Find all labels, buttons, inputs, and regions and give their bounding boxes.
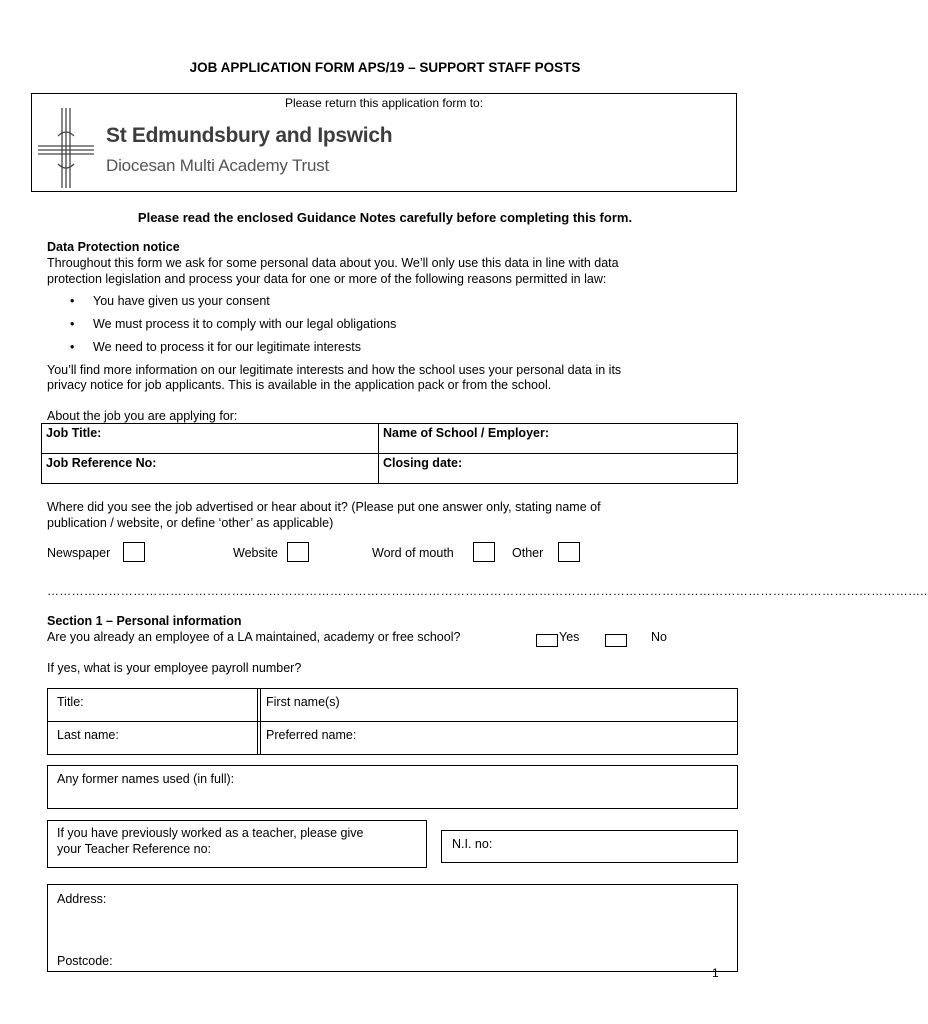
title-field[interactable]: Title: bbox=[57, 695, 84, 709]
bullet-item: • We must process it to comply with our legal obligations bbox=[70, 317, 397, 331]
employee-yes-label: Yes bbox=[559, 630, 580, 644]
option-other-label: Other bbox=[512, 546, 544, 560]
guidance-notice: Please read the enclosed Guidance Notes carefully before completing this form. bbox=[137, 210, 633, 225]
data-protection-text-line2: protection legislation and process your data for one or more of the following reasons permitted in law: bbox=[47, 272, 607, 286]
firstname-preferred-box bbox=[257, 688, 738, 755]
return-instruction: Please return this application form to: bbox=[284, 96, 484, 110]
trust-logo-subtitle: Diocesan Multi Academy Trust bbox=[106, 156, 330, 175]
postcode-label: Postcode: bbox=[57, 954, 113, 968]
section1-heading: Section 1 – Personal information bbox=[47, 614, 242, 628]
advert-question-line2: publication / website, or define ‘other’ as applicable) bbox=[47, 516, 334, 530]
job-details-table bbox=[41, 423, 738, 484]
word-of-mouth-checkbox[interactable] bbox=[473, 542, 495, 562]
first-name-field[interactable]: First name(s) bbox=[266, 695, 340, 709]
page-number: 1 bbox=[712, 966, 719, 980]
closing-date-field[interactable]: Closing date: bbox=[379, 454, 738, 484]
job-title-field[interactable]: Job Title: bbox=[42, 424, 379, 454]
employee-no-checkbox[interactable] bbox=[605, 634, 627, 647]
employee-question: Are you already an employee of a LA maintained, academy or free school? bbox=[47, 630, 461, 644]
teacher-reference-label-line2: your Teacher Reference no: bbox=[57, 842, 212, 856]
trust-logo-cross-icon bbox=[36, 106, 96, 190]
website-checkbox[interactable] bbox=[287, 542, 309, 562]
return-address-box bbox=[31, 93, 737, 192]
other-details-line[interactable]: …………………………………………………………………………………………………………………………………………………………………………………………….. bbox=[47, 584, 928, 598]
job-reference-field[interactable]: Job Reference No: bbox=[42, 454, 379, 484]
privacy-text-line2: privacy notice for job applicants. This is available in the application pack or from the school. bbox=[47, 378, 552, 392]
teacher-reference-label-line1: If you have previously worked as a teacher, please give bbox=[57, 826, 364, 840]
option-website-label: Website bbox=[233, 546, 278, 560]
form-title: JOB APPLICATION FORM APS/19 – SUPPORT STAFF POSTS bbox=[189, 60, 581, 75]
option-newspaper-label: Newspaper bbox=[47, 546, 111, 560]
payroll-question: If yes, what is your employee payroll number? bbox=[47, 661, 302, 675]
former-names-field[interactable] bbox=[47, 765, 738, 809]
privacy-text-line1: You’ll find more information on our legitimate interests and how the school uses your personal data in its bbox=[47, 363, 622, 377]
ni-number-label: N.I. no: bbox=[452, 837, 493, 851]
title-lastname-box bbox=[47, 688, 261, 755]
preferred-name-field[interactable]: Preferred name: bbox=[266, 728, 357, 742]
bullet-item: • You have given us your consent bbox=[70, 294, 270, 308]
bullet-item: • We need to process it for our legitimate interests bbox=[70, 340, 361, 354]
other-checkbox[interactable] bbox=[558, 542, 580, 562]
job-intro: About the job you are applying for: bbox=[47, 409, 238, 423]
last-name-field[interactable]: Last name: bbox=[57, 728, 119, 742]
employee-yes-checkbox[interactable] bbox=[536, 634, 558, 647]
teacher-reference-field[interactable] bbox=[47, 820, 427, 868]
trust-logo-name: St Edmundsbury and Ipswich bbox=[106, 124, 393, 147]
ni-number-field[interactable] bbox=[441, 830, 738, 863]
newspaper-checkbox[interactable] bbox=[123, 542, 145, 562]
school-employer-field[interactable]: Name of School / Employer: bbox=[379, 424, 738, 454]
former-names-label: Any former names used (in full): bbox=[57, 772, 235, 786]
advert-question-line1: Where did you see the job advertised or hear about it? (Please put one answer only, stating name of bbox=[47, 500, 601, 514]
employee-no-label: No bbox=[651, 630, 667, 644]
option-word-of-mouth-label: Word of mouth bbox=[372, 546, 454, 560]
address-field[interactable] bbox=[47, 884, 738, 972]
address-label: Address: bbox=[57, 892, 107, 906]
data-protection-text-line1: Throughout this form we ask for some personal data about you. We’ll only use this data in line with data bbox=[47, 256, 619, 270]
data-protection-heading: Data Protection notice bbox=[47, 240, 180, 254]
